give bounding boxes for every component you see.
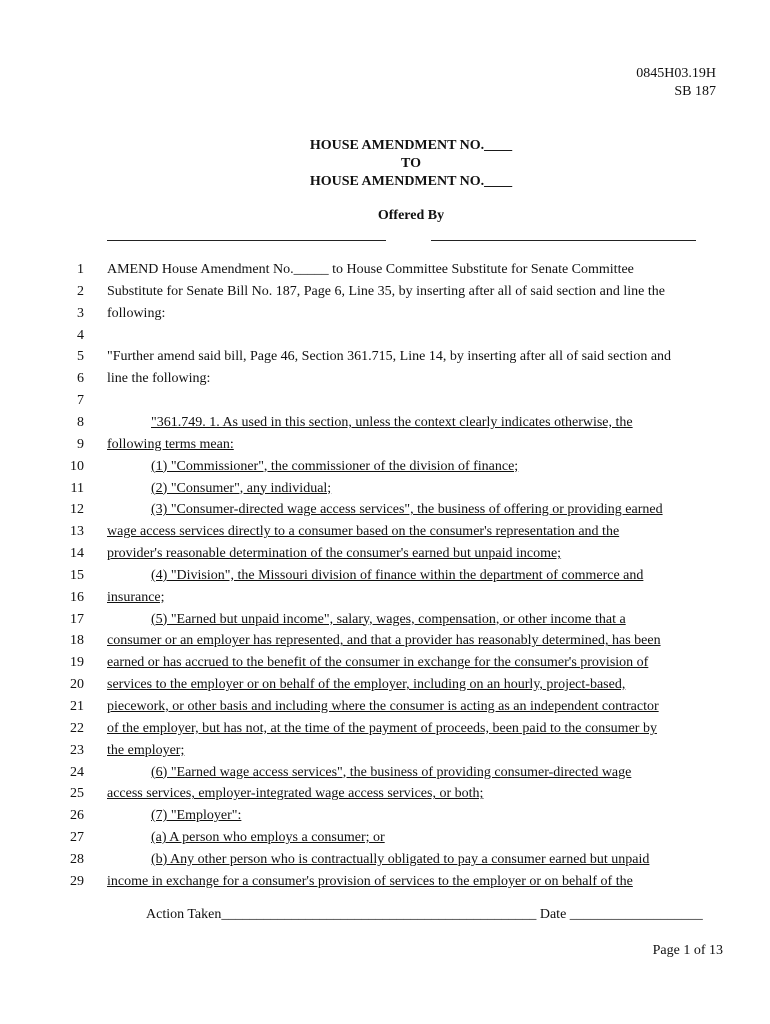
line-number: 15 — [70, 567, 84, 583]
body-line — [0, 478, 770, 500]
line-text: "Further amend said bill, Page 46, Section 361.715, Line 14, by inserting after all of said section and — [107, 349, 672, 365]
body-line — [0, 609, 770, 631]
body-line — [0, 412, 770, 434]
line-number: 16 — [70, 589, 84, 605]
line-text: (a) A person who employs a consumer; or — [151, 830, 385, 846]
line-number: 26 — [70, 808, 84, 824]
body-line — [0, 499, 770, 521]
line-text: income in exchange for a consumer's provision of services to the employer or on behalf of the — [107, 873, 633, 889]
line-number: 13 — [70, 524, 84, 540]
body-line — [0, 740, 770, 762]
line-number: 19 — [70, 655, 84, 671]
line-number: 18 — [70, 633, 84, 649]
body-line — [0, 674, 770, 696]
body-line — [0, 783, 770, 805]
line-number: 8 — [77, 414, 84, 430]
body-line — [0, 543, 770, 565]
body-line — [0, 587, 770, 609]
body-line — [0, 718, 770, 740]
body-line — [0, 652, 770, 674]
line-text: (3) "Consumer-directed wage access services", the business of offering or providing earned — [151, 502, 663, 518]
body-line — [0, 259, 770, 281]
line-text: earned or has accrued to the benefit of the consumer in exchange for the consumer's provision of — [107, 655, 649, 671]
body-line — [0, 827, 770, 849]
line-text: following: — [107, 305, 166, 321]
line-number: 5 — [77, 349, 84, 365]
line-number: 9 — [77, 436, 84, 452]
line-text: consumer or an employer has represented, and that a provider has reasonably determined, has been — [107, 633, 661, 649]
line-text: (1) "Commissioner", the commissioner of the division of finance; — [151, 458, 519, 474]
line-number: 28 — [70, 851, 84, 867]
action-taken-line: Action Taken_____________________________________________ Date ___________________ — [146, 907, 703, 922]
body-line — [0, 434, 770, 456]
line-number: 2 — [77, 283, 84, 299]
line-text: Substitute for Senate Bill No. 187, Page 6, Line 35, by inserting after all of said section and line the — [107, 283, 665, 299]
line-number: 14 — [70, 546, 84, 562]
line-number: 23 — [70, 742, 84, 758]
line-number: 21 — [70, 699, 84, 714]
bill-number: SB 187 — [674, 84, 716, 99]
line-text: the employer; — [107, 742, 185, 758]
line-number: 10 — [70, 458, 84, 474]
body-line — [0, 390, 770, 412]
line-number: 22 — [70, 720, 84, 736]
line-number: 1 — [77, 262, 84, 277]
body-line — [0, 346, 770, 368]
line-text: (4) "Division", the Missouri division of finance within the department of commerce and — [151, 567, 644, 583]
line-text: insurance; — [107, 589, 165, 605]
body-line — [0, 565, 770, 587]
heading-line-3: HOUSE AMENDMENT NO.____ — [309, 174, 513, 189]
body-line — [0, 303, 770, 325]
line-text: (6) "Earned wage access services", the business of providing consumer-directed wage — [151, 764, 632, 780]
offered-by-label: Offered By — [377, 208, 445, 223]
sponsor-signature-line-right — [431, 240, 696, 241]
line-number: 12 — [70, 502, 84, 518]
body-line — [0, 630, 770, 652]
line-number: 6 — [77, 371, 84, 387]
page-number: Page 1 of 13 — [652, 943, 723, 958]
line-text: line the following: — [107, 371, 211, 387]
line-text: services to the employer or on behalf of the employer, including on an hourly, project-based, — [107, 677, 626, 693]
sponsor-signature-line-left — [107, 240, 386, 241]
body-line — [0, 368, 770, 390]
line-text: wage access services directly to a consumer based on the consumer's representation and the — [107, 524, 620, 540]
line-number: 29 — [70, 873, 84, 889]
line-text: provider's reasonable determination of the consumer's earned but unpaid income; — [107, 546, 562, 562]
body-line — [0, 325, 770, 347]
line-number: 20 — [70, 677, 84, 693]
body-line — [0, 805, 770, 827]
line-text: following terms mean: — [107, 436, 234, 452]
line-text: access services, employer-integrated wage access services, or both; — [107, 786, 484, 802]
line-text: of the employer, but has not, at the time of the payment of proceeds, been paid to the consumer by — [107, 720, 657, 736]
document-id — [636, 65, 716, 101]
line-text: AMEND House Amendment No._____ to House Committee Substitute for Senate Committee — [107, 262, 634, 277]
body-line — [0, 849, 770, 871]
line-number: 7 — [77, 393, 84, 409]
line-number: 24 — [70, 764, 84, 780]
line-text: piecework, or other basis and including where the consumer is acting as an independent contractor — [107, 699, 659, 714]
line-text: (7) "Employer": — [151, 808, 242, 824]
line-text: (2) "Consumer", any individual; — [151, 480, 332, 496]
body-line — [0, 281, 770, 303]
line-text: "361.749. 1. As used in this section, unless the context clearly indicates otherwise, the — [151, 414, 633, 430]
line-number: 17 — [70, 611, 84, 627]
body-line — [0, 456, 770, 478]
doc-code: 0845H03.19H — [636, 66, 716, 81]
amendment-heading — [0, 137, 770, 191]
line-number: 27 — [70, 830, 84, 846]
body-line — [0, 521, 770, 543]
line-number: 25 — [70, 786, 84, 802]
line-text: (b) Any other person who is contractually obligated to pay a consumer earned but unpaid — [151, 851, 650, 867]
line-number: 3 — [77, 305, 84, 321]
line-number: 4 — [77, 327, 84, 343]
line-number: 11 — [70, 480, 84, 496]
line-text: (5) "Earned but unpaid income", salary, wages, compensation, or other income that a — [151, 611, 626, 627]
heading-line-2: TO — [401, 156, 421, 171]
heading-line-1: HOUSE AMENDMENT NO.____ — [309, 138, 513, 153]
body-line — [0, 762, 770, 784]
body-line — [0, 696, 770, 718]
body-line — [0, 871, 770, 893]
